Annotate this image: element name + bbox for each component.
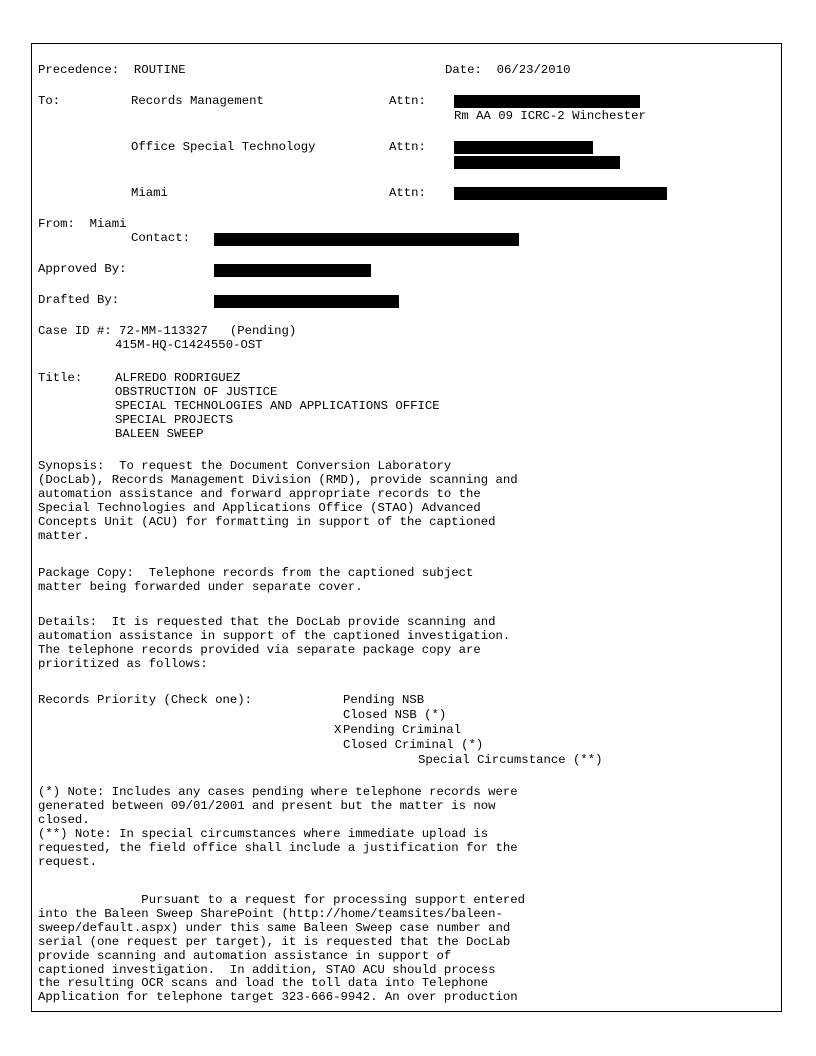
case-id: Case ID #: 72-MM-113327 (Pending)	[38, 324, 297, 338]
to-label: To:	[38, 94, 61, 108]
synopsis: Synopsis: To request the Document Conversion Laboratory (DocLab), Records Management Division (RMD), provide scanning and automation assistance and forward appropriate records to the Special Technologies and Applications Office (STAO) Advanced Concepts Unit (ACU) for formatting in support of the captioned matter.	[38, 459, 518, 543]
title-line: BALEEN SWEEP	[115, 427, 204, 441]
title-label: Title:	[38, 371, 83, 385]
date: Date: 06/23/2010	[445, 63, 571, 77]
priority-option: Special Circumstance (**)	[418, 753, 603, 767]
redaction-bar	[214, 295, 399, 308]
title-line: SPECIAL PROJECTS	[115, 413, 234, 427]
precedence: Precedence: ROUTINE	[38, 63, 186, 77]
records-priority-label: Records Priority (Check one):	[38, 693, 253, 707]
redaction-bar	[214, 233, 519, 246]
package-copy: Package Copy: Telephone records from the captioned subject matter being forwarded under separate cover.	[38, 566, 474, 594]
contact-label: Contact:	[131, 231, 191, 245]
priority-option: Closed NSB (*)	[343, 708, 447, 722]
recipient-room: Rm AA 09 ICRC-2 Winchester	[454, 109, 646, 123]
title-line: OBSTRUCTION OF JUSTICE	[115, 385, 278, 399]
priority-option: Pending NSB	[343, 693, 425, 707]
approved-by-label: Approved By:	[38, 262, 127, 276]
redaction-bar	[454, 187, 667, 200]
title-line: SPECIAL TECHNOLOGIES AND APPLICATIONS OFFICE	[115, 399, 440, 413]
attn-label: Attn:	[389, 186, 426, 200]
from-label: From: Miami	[38, 217, 127, 231]
pursuant-paragraph: Pursuant to a request for processing support entered into the Baleen Sweep SharePoint (http://home/teamsites/baleen- sweep/default.aspx) under this same Baleen Sweep case number and serial (one request per target), it is requested that the DocLab provide scanning and automation assistance in support of captioned investigation. In addition, STAO ACU should process the resulting OCR scans and load the toll data into Telephone Application for telephone target 323-666-9942. An over production	[38, 893, 526, 1005]
recipient-office: Miami	[131, 186, 168, 200]
redaction-bar	[214, 264, 371, 277]
drafted-by-label: Drafted By:	[38, 293, 120, 307]
notes: (*) Note: Includes any cases pending where telephone records were generated between 09/01/2001 and present but the matter is now closed. (**) Note: In special circumstances where immediate upload is requested, the field office shall include a justification for the request.	[38, 785, 518, 869]
case-id-secondary: 415M-HQ-C1424550-OST	[115, 338, 263, 352]
priority-check-mark: X	[334, 723, 342, 737]
attn-label: Attn:	[389, 94, 426, 108]
redaction-bar	[454, 95, 640, 108]
priority-option: Pending Criminal	[343, 723, 462, 737]
recipient-office: Office Special Technology	[131, 140, 316, 154]
redaction-bar	[454, 156, 620, 169]
redaction-bar	[454, 141, 593, 154]
title-line: ALFREDO RODRIGUEZ	[115, 371, 241, 385]
recipient-office: Records Management	[131, 94, 264, 108]
priority-option: Closed Criminal (*)	[343, 738, 484, 752]
details: Details: It is requested that the DocLab provide scanning and automation assistance in support of the captioned investigation. The telephone records provided via separate package copy are prioritized as follows:	[38, 615, 511, 671]
attn-label: Attn:	[389, 140, 426, 154]
